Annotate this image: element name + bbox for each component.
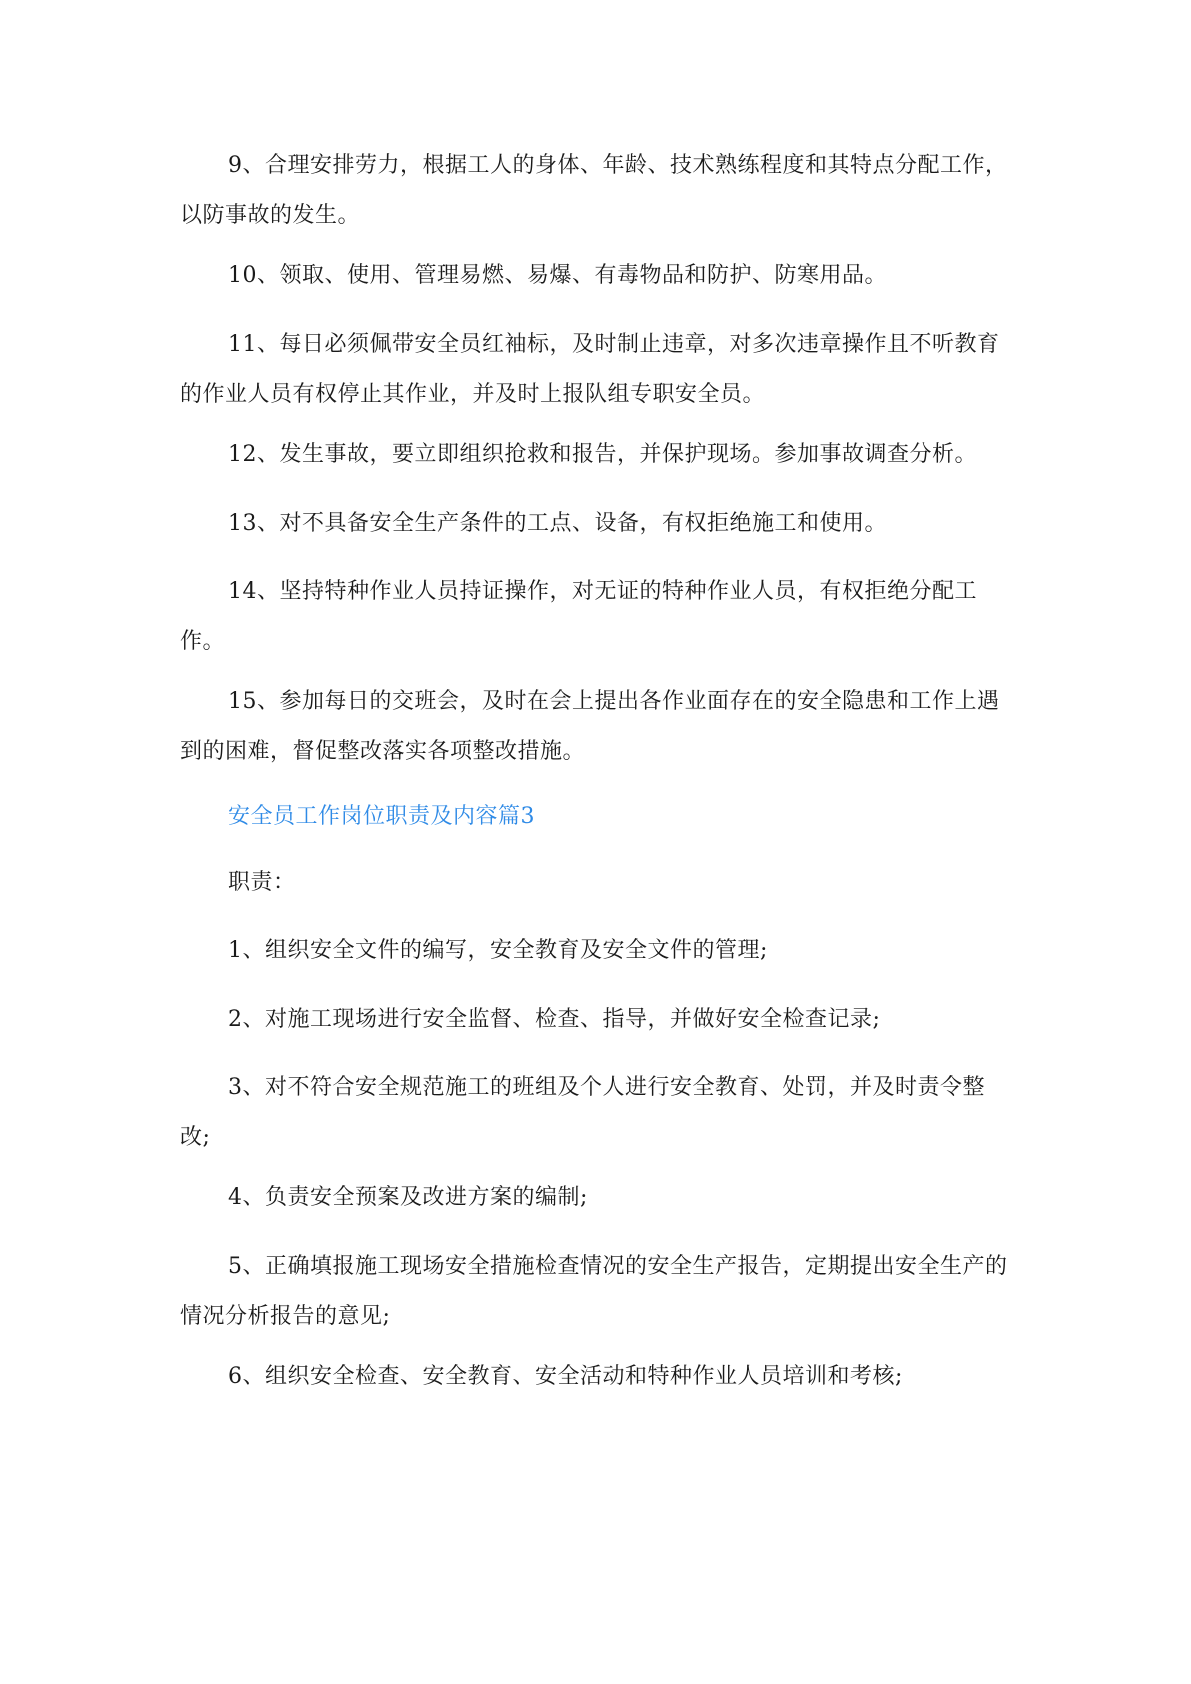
paragraph-item-11: 11、每日必须佩带安全员红袖标，及时制止违章，对多次违章操作且不听教育的作业人员有权停止其作业，并及时上报队组专职安全员。 [180,332,1000,407]
paragraph-item-12: 12、发生事故，要立即组织抢救和报告，并保护现场。参加事故调查分析。 [228,442,977,467]
duty-item-5: 5、正确填报施工现场安全措施检查情况的安全生产报告，定期提出安全生产的情况分析报告的意见; [180,1254,1008,1329]
duties-label: 职责： [228,870,296,895]
paragraph-item-10: 10、领取、使用、管理易燃、易爆、有毒物品和防护、防寒用品。 [228,263,887,288]
paragraph-item-9: 9、合理安排劳力，根据工人的身体、年龄、技术熟练程度和其特点分配工作，以防事故的发生。 [180,153,1008,228]
duty-item-4: 4、负责安全预案及改进方案的编制; [228,1185,588,1210]
paragraph-item-15: 15、参加每日的交班会，及时在会上提出各作业面存在的安全隐患和工作上遇到的困难，督促整改落实各项整改措施。 [180,689,1000,764]
duty-item-3: 3、对不符合安全规范施工的班组及个人进行安全教育、处罚，并及时责令整改; [180,1075,985,1150]
section-heading: 安全员工作岗位职责及内容篇3 [228,804,535,829]
duty-item-2: 2、对施工现场进行安全监督、检查、指导，并做好安全检查记录; [228,1007,881,1032]
paragraph-item-14: 14、坚持特种作业人员持证操作，对无证的特种作业人员，有权拒绝分配工作。 [180,579,977,654]
duty-item-1: 1、组织安全文件的编写，安全教育及安全文件的管理; [228,938,768,963]
paragraph-item-13: 13、对不具备安全生产条件的工点、设备，有权拒绝施工和使用。 [228,511,887,536]
duty-item-6: 6、组织安全检查、安全教育、安全活动和特种作业人员培训和考核; [228,1364,903,1389]
